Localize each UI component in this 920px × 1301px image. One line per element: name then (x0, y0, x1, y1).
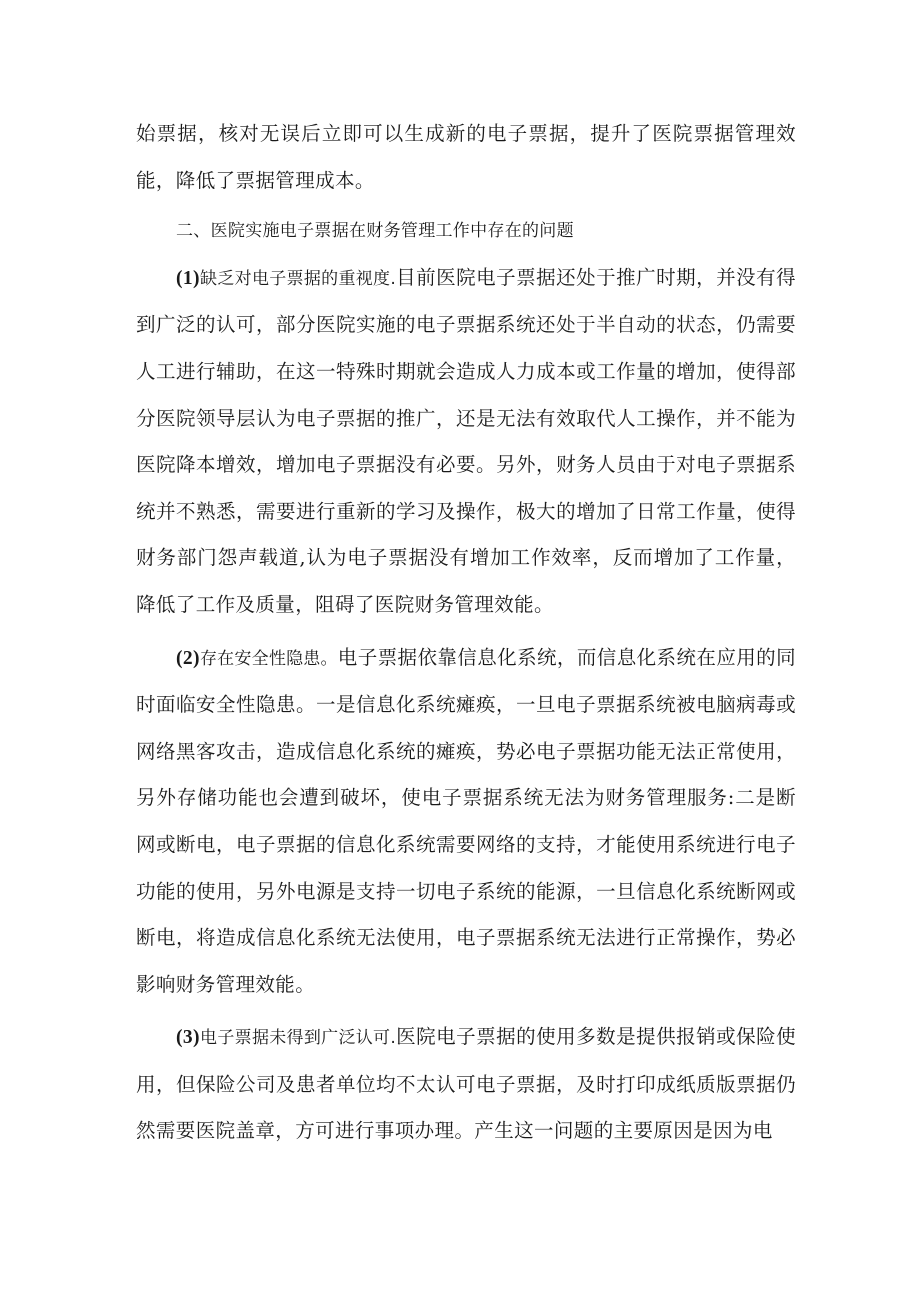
document-body (136, 111, 796, 1155)
paragraph-continuation (136, 111, 796, 204)
paragraph-text: 医院电子票据的使用多数是提供报销或保险使用，但保险公司及患者单位均不太认可电子票据，及时打印成纸质版票据仍然需要医院盖章，方可进行事项办理。产生这一问题的主要原因是因为电 (136, 1025, 796, 1143)
issue-number: (1) (176, 267, 200, 289)
issue-number: (2) (176, 647, 200, 669)
issue-lead: 缺乏对电子票据的重视度. (199, 268, 396, 289)
issue-lead: 电子票据未得到广泛认可. (199, 1028, 396, 1049)
section-heading: 二、医院实施电子票据在财务管理工作中存在的问题 (176, 221, 574, 242)
paragraph-text: 电子票据依靠信息化系统，而信息化系统在应用的同时面临安全性隐患。一是信息化系统瘫痪，一旦电子票据系统被电脑病毒或网络黑客攻击，造成信息化系统的瘫痪，势必电子票据功能无法正常使用，另外存储功能也会遭到破坏，使电子票据系统无法为财务管理服务:二是断网或断电，电子票据的信息化系统需要网络的支持，才能使用系统进行电子功能的使用，另外电源是支持一切电子系统的能源，一旦信息化系统断网或断电，将造成信息化系统无法使用，电子票据系统无法进行正常操作，势必影响财务管理效能。 (136, 645, 796, 996)
issue-number: (3) (176, 1027, 200, 1049)
paragraph-text: 目前医院电子票据还处于推广时期，并没有得到广泛的认可，部分医院实施的电子票据系统还处于半自动的状态，仍需要人工进行辅助，在这一特殊时期就会造成人力成本或工作量的增加，使得部分医院领导层认为电子票据的推广，还是无法有效取代人工操作，并不能为医院降本增效，增加电子票据没有必要。另外，财务人员由于对电子票据系统并不熟悉，需要进行重新的学习及操作，极大的增加了日常工作量，使得财务部门怨声载道,认为电子票据没有增加工作效率，反而增加了工作量，降低了工作及质量，阻碍了医院财务管理效能。 (136, 265, 796, 616)
paragraph-issue-1 (136, 255, 796, 629)
issue-lead: 存在安全性隐患。 (199, 648, 338, 669)
paragraph-issue-2 (136, 635, 796, 1009)
paragraph-text: 始票据，核对无误后立即可以生成新的电子票据，提升了医院票据管理效能，降低了票据管理成本。 (136, 122, 796, 192)
paragraph-issue-3 (136, 1014, 796, 1155)
